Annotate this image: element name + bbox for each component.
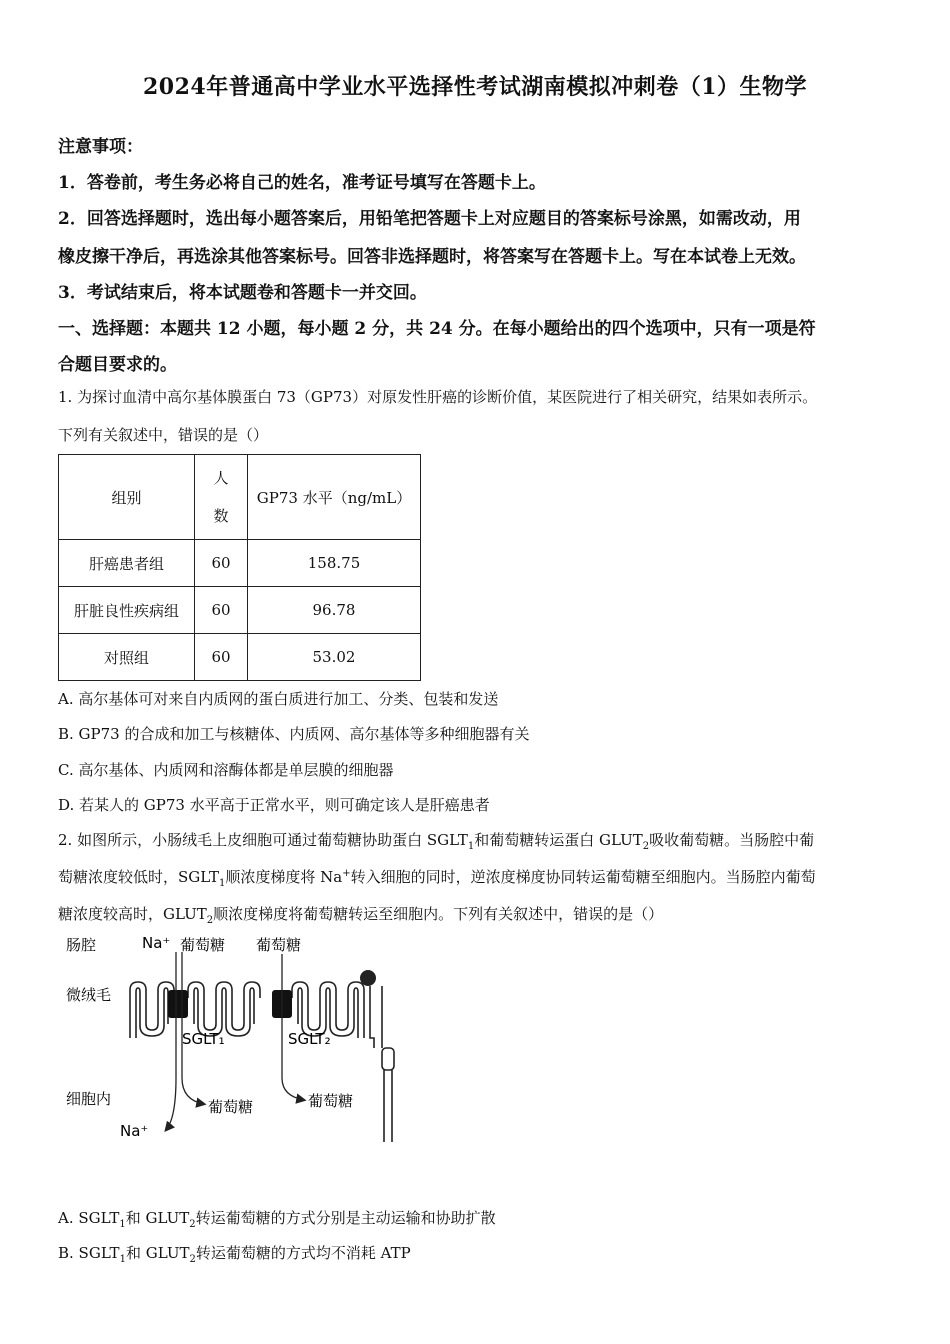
label-sglt2: SGLT₂ [288,1030,331,1048]
label-glucose-bottom2: 葡萄糖 [308,1092,354,1110]
notice-heading: 注意事项： [58,137,143,157]
q2-stem: 2. 如图所示，小肠绒毛上皮细胞可通过葡萄糖协助蛋白 $SGLT_1$和葡萄糖转运蛋白 $GLUT_2$吸收葡萄糖。当肠腔中葡 [58,831,815,852]
label-na-top: Na⁺ [142,934,171,952]
table-header-gp73: GP73 水平（ng/mL） [248,455,421,540]
gp73-table [58,454,421,681]
q2-option-a: A. $SGLT_1$和 $GLUT_2$转运葡萄糖的方式分别是主动运输和协助扩散 [58,1209,496,1230]
receptor-tail [384,1070,392,1142]
table-cell: 60 [195,587,248,634]
table-cell: 96.78 [248,587,421,634]
table-cell: 53.02 [248,634,421,681]
notice-item: 3．考试结束后，将本试题卷和答题卡一并交回。 [58,283,427,303]
label-glucose-bottom1: 葡萄糖 [208,1098,254,1116]
table-row [59,587,421,634]
label-sglt1: SGLT₁ [182,1030,225,1048]
glucose-arrow-1 [182,952,204,1104]
receptor-joint [382,1048,394,1070]
sglt1-protein [168,990,188,1018]
notice-item: 1．答卷前，考生务必将自己的姓名，准考证号填写在答题卡上。 [58,173,546,193]
na-arrow [166,952,176,1130]
label-lumen: 肠腔 [66,936,97,954]
q1-option-b: B. GP73 的合成和加工与核糖体、内质网、高尔基体等多种细胞器有关 [58,725,530,743]
q1-stem-cont: 下列有关叙述中，错误的是（） [58,426,269,444]
table-cell: 60 [195,540,248,587]
table-cell: 肝脏良性疾病组 [59,587,195,634]
label-glucose-top1: 葡萄糖 [180,936,226,954]
section-heading-cont: 合题目要求的。 [58,355,177,375]
glucose-arrow-2 [282,954,304,1100]
label-intracellular: 细胞内 [66,1090,112,1108]
notice-item: 橡皮擦干净后，再选涂其他答案标号。回答非选择题时，将答案写在答题卡上。写在本试卷上无效。 [58,247,806,267]
table-row [59,540,421,587]
table-cell: 肝癌患者组 [59,540,195,587]
q1-stem: 1. 为探讨血清中高尔基体膜蛋白 73（GP73）对原发性肝癌的诊断价值，某医院进行了相关研究，结果如表所示。 [58,388,818,406]
q1-option-c: C. 高尔基体、内质网和溶酶体都是单层膜的细胞器 [58,761,394,779]
page-title: 2024年普通高中学业水平选择性考试湖南模拟冲刺卷（1）生物学 [142,74,808,100]
table-header-group: 组别 [59,455,195,540]
notice-item: 2．回答选择题时，选出每小题答案后，用铅笔把答题卡上对应题目的答案标号涂黑，如需改动，用 [58,209,801,229]
section-heading: 一、选择题：本题共 12 小题，每小题 2 分，共 24 分。在每小题给出的四个选项中，只有一项是符 [58,319,816,339]
label-glucose-top2: 葡萄糖 [256,936,302,954]
table-header-count: 人 数 [195,455,248,540]
q2-option-b: B. $SGLT_1$和 $GLUT_2$转运葡萄糖的方式均不消耗 ATP [58,1244,411,1265]
label-na-bottom: Na⁺ [120,1122,149,1140]
table-cell: 对照组 [59,634,195,681]
table-cell: 60 [195,634,248,681]
table-row [59,634,421,681]
receptor-stalk [370,986,382,1048]
q1-option-d: D. 若某人的 GP73 水平高于正常水平，则可确定该人是肝癌患者 [58,796,490,814]
q2-stem-cont: 萄糖浓度较低时，$SGLT_1$顺浓度梯度将 Na+转入细胞的同时，逆浓度梯度协同转运葡萄糖至细胞内。当肠腔内葡萄 [58,868,816,889]
table-cell: 158.75 [248,540,421,587]
receptor-head [360,970,376,986]
label-microvilli: 微绒毛 [66,986,112,1004]
transport-diagram [58,928,418,1148]
q2-stem-cont: 糖浓度较高时，$GLUT_2$顺浓度梯度将葡萄糖转运至细胞内。下列有关叙述中，错误的是（） [58,905,664,926]
q1-option-a: A. 高尔基体可对来自内质网的蛋白质进行加工、分类、包装和发送 [58,690,499,708]
